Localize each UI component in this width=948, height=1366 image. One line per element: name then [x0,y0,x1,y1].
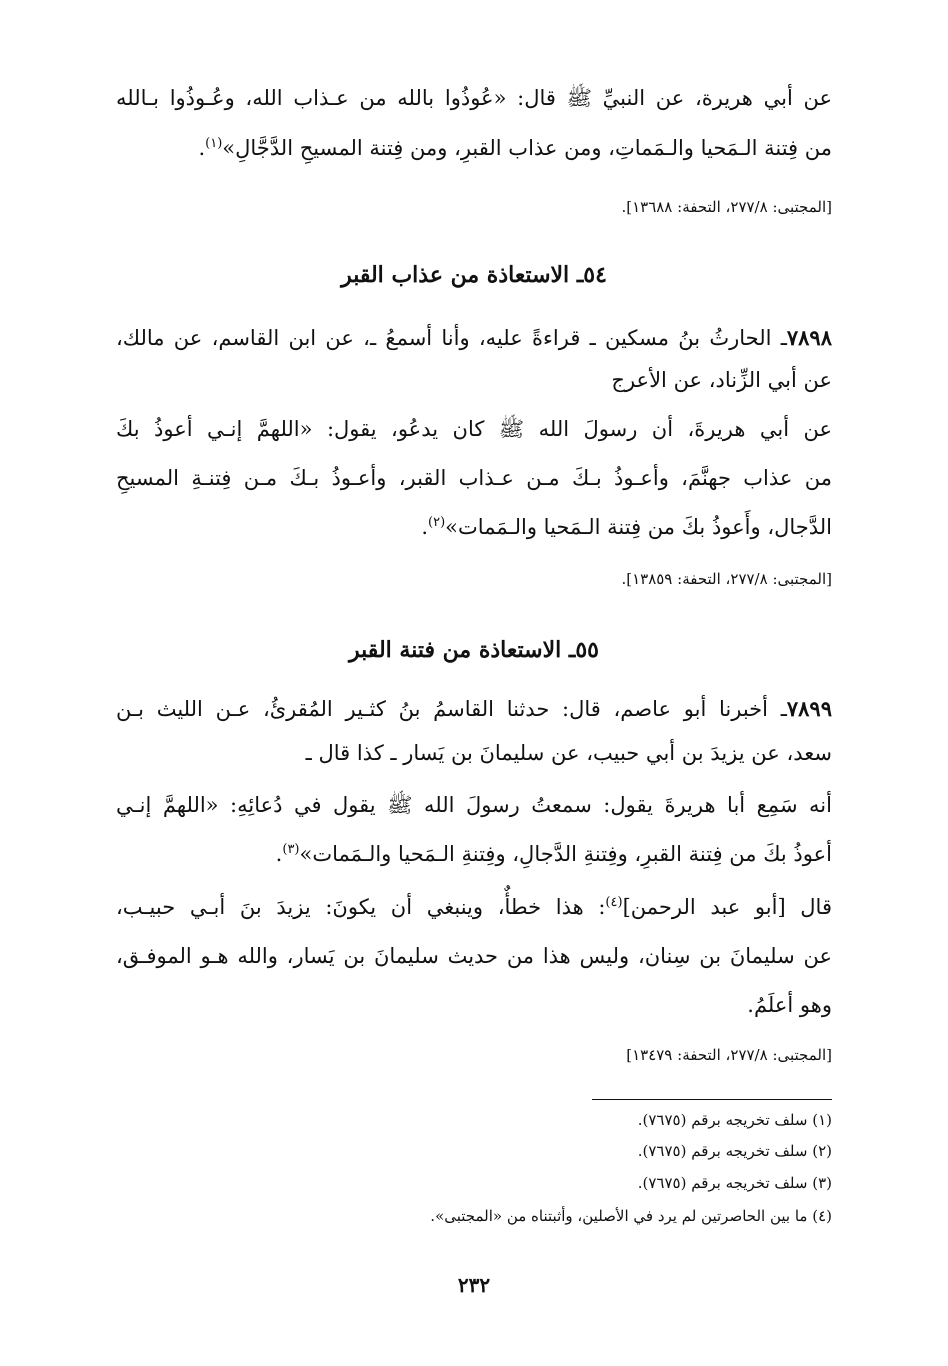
footnote-ref: (٤) [605,895,623,910]
hadith-matn-line: أنه سَمِع أبا هريرةَ يقول: سمعتُ رسولَ الله ﷺ يقول في دُعائِهِ: «اللهمَّ إنـي [116,793,832,817]
source-reference: [المجتبى: ٢٧٧/٨، التحفة: ١٣٦٨٨]. [621,198,832,216]
isnad-text: ـ الحارثُ بنُ مسكين ـ قراءةً عليه، وأنا أسمعُ ـ، عن ابن القاسم، عن مالك، [116,326,787,350]
hadith-isnad-line [116,693,832,725]
comment-line: وهو أعلَمُ. [747,993,832,1017]
hadith-number: ٧٨٩٨ [786,325,832,350]
footnote-ref: (١) [205,136,223,151]
hadith-matn-line [116,838,832,870]
comment-text: قال [أبو عبد الرحمن] [622,895,832,919]
page-number: ٢٣٢ [457,1273,491,1297]
punctuation: . [198,136,206,160]
footnote-divider [592,1099,832,1100]
footnote: (١) سلف تخريجه برقم (٧٦٧٥). [637,1111,832,1129]
hadith-number: ٧٨٩٩ [786,696,832,721]
hadith-text: من فِتنة الـمَحيا والـمَماتِ، ومن عذاب القبرِ، ومن فِتنة المسيحِ الدَّجَّالِ» [222,136,832,160]
comment-line [116,891,832,923]
hadith-isnad-line [116,322,832,354]
chapter-heading-55: ٥٥ـ الاستعاذة من فتنة القبر [349,637,599,663]
source-reference: [المجتبى: ٢٧٧/٨، التحفة: ١٣٤٧٩] [626,1046,832,1064]
footnote: (٤) ما بين الحاصرتين لم يرد في الأصلين، وأثبتناه من «المجتبى». [430,1207,832,1225]
punctuation: . [275,842,283,866]
footnote-ref: (٣) [282,842,300,857]
matn-text: الدَّجال، وأَعوذُ بكَ من فِتنة الـمَحيا والـمَمات» [445,515,832,539]
isnad-text: ـ أخبرنا أبو عاصم، قال: حدثنا القاسمُ بنُ كثـير المُقرئُ، عـن الليث بـن [116,697,787,721]
hadith-isnad-line: سعد، عن يزيدَ بن أبي حبيب، عن سليمانَ بن يَسار ـ كذا قال ـ [305,741,832,765]
hadith-text-line [116,132,832,164]
punctuation: . [421,515,429,539]
footnote: (٣) سلف تخريجه برقم (٧٦٧٥). [637,1174,832,1192]
source-reference: [المجتبى: ٢٧٧/٨، التحفة: ١٣٨٥٩]. [621,570,832,588]
footnote: (٢) سلف تخريجه برقم (٧٦٧٥). [637,1142,832,1160]
comment-text: : هذا خطأٌ، وينبغي أن يكونَ: يزيدَ بنَ أبـي حبيـب، [116,895,606,919]
footnote-ref: (٢) [428,515,446,530]
hadith-isnad-line: عن أبي الزِّناد، عن الأعرج [611,368,832,392]
hadith-matn-line [116,511,832,543]
matn-text: أعوذُ بكَ من فِتنة القبرِ، وفِتنةِ الدَّجالِ، وفِتنةِ الـمَحيا والـمَمات» [299,842,832,866]
hadith-matn-line: عن أبي هريرةَ، أن رسولَ الله ﷺ كان يدعُو، يقول: «اللهمَّ إنـي أعوذُ بكَ [116,417,832,441]
hadith-matn-line: من عذاب جهنَّمَ، وأعـوذُ بـكَ مـن عـذاب القبر، وأعـوذُ بـكَ مـن فِتنـةِ المسيحِ [116,466,832,490]
comment-line: عن سليمانَ بن سِنان، وليس هذا من حديث سليمانَ بن يَسار، والله هـو الموفـق، [116,944,832,968]
chapter-heading-54: ٥٤ـ الاستعاذة من عذاب القبر [341,262,607,288]
hadith-text-line: عن أبي هريرة، عن النبيِّ ﷺ قال: «عُوذُوا بالله من عـذاب الله، وعُـوذُوا بـالله [116,86,832,110]
